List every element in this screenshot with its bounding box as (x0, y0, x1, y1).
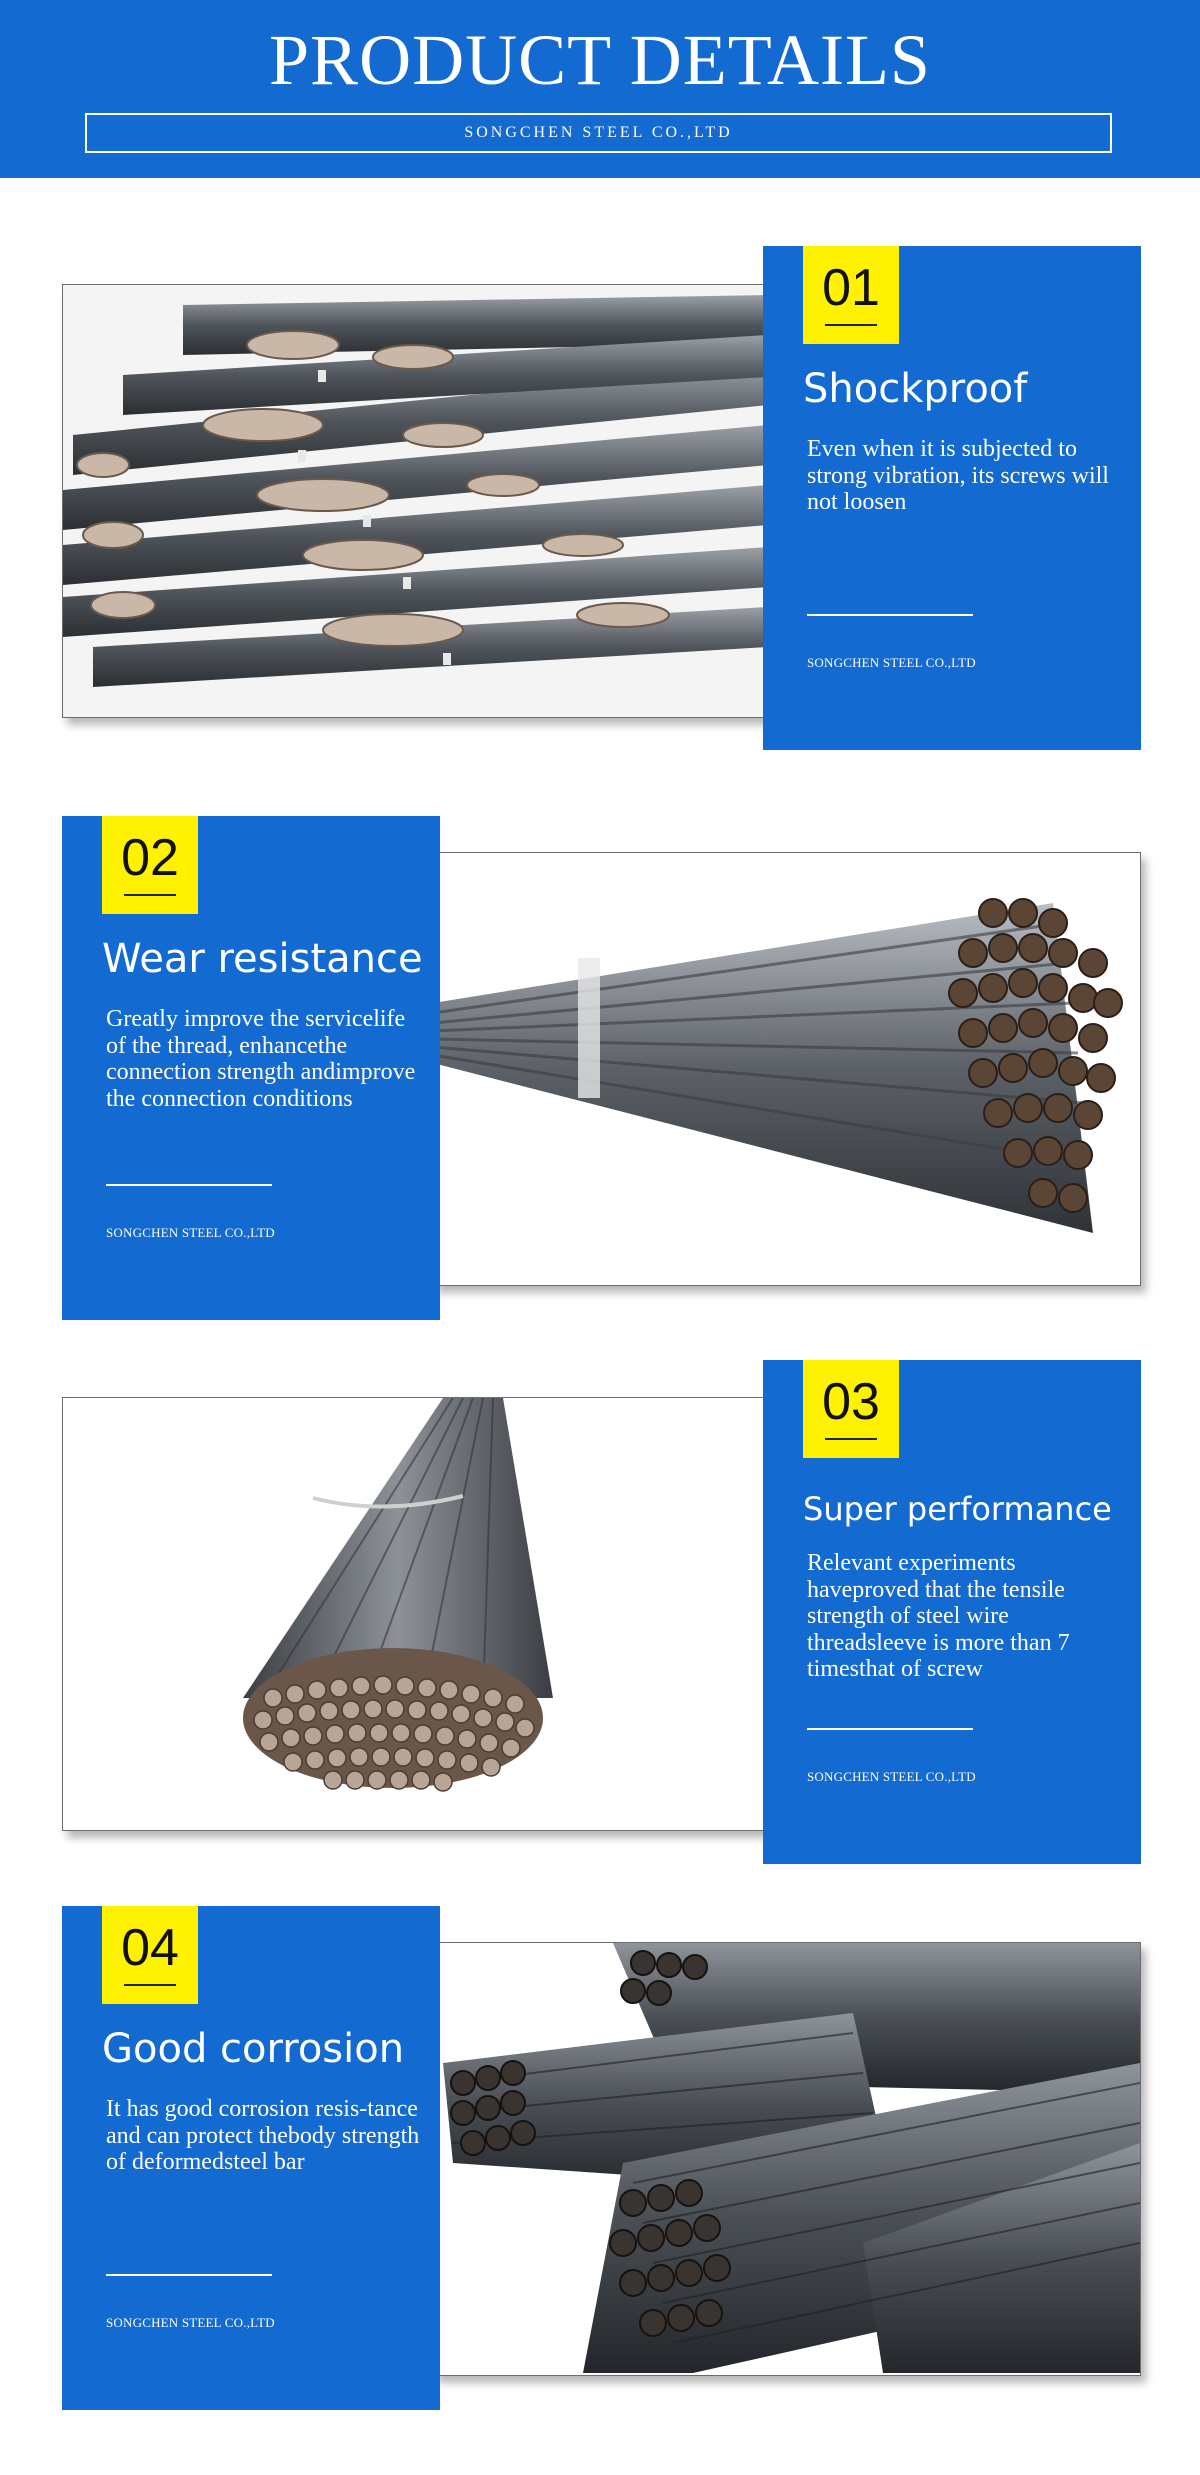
company-name: SONGCHEN STEEL CO.,LTD (807, 1769, 976, 1784)
feature-number: 04 (121, 1919, 179, 1977)
number-underline (124, 1984, 176, 1986)
feature-card-03 (763, 1360, 1141, 1864)
feature-description: Greatly improve the servicelife of the thread, enhancethe connection strength andimprove the connection conditions (106, 1006, 416, 1112)
feature-card-02 (62, 816, 440, 1320)
company-name: SONGCHEN STEEL CO.,LTD (807, 655, 976, 670)
feature-card-01 (763, 246, 1141, 750)
feature-card-04 (62, 1906, 440, 2410)
feature-title: Wear resistance (102, 936, 423, 982)
subtitle-frame (85, 113, 1112, 153)
feature-number: 01 (822, 259, 880, 317)
number-badge (803, 1360, 899, 1458)
divider (807, 614, 973, 616)
rebar-pile-closeup-photo (432, 1942, 1141, 2376)
number-badge (102, 816, 198, 914)
feature-title: Good corrosion (102, 2026, 405, 2072)
feature-description: It has good corrosion resis-tance and can protect thebody strength of deformedsteel bar (106, 2096, 420, 2175)
rebar-bundle-side-photo (432, 852, 1141, 1286)
company-name: SONGCHEN STEEL CO.,LTD (106, 2315, 275, 2330)
feature-description: Even when it is subjected to strong vibration, its screws will not loosen (807, 436, 1109, 515)
header-banner (0, 0, 1200, 178)
number-badge (803, 246, 899, 344)
feature-description: Relevant experiments haveproved that the tensile strength of steel wire threadsleeve is more than 7 timesthat of screw (807, 1550, 1070, 1682)
number-badge (102, 1906, 198, 2004)
company-subtitle: SONGCHEN STEEL CO.,LTD (464, 124, 733, 141)
company-name: SONGCHEN STEEL CO.,LTD (106, 1225, 275, 1240)
feature-title: Shockproof (803, 366, 1028, 412)
stacked-rebar-bundles-photo (62, 284, 769, 718)
number-underline (124, 894, 176, 896)
number-underline (825, 324, 877, 326)
divider (807, 1728, 973, 1730)
page-title: PRODUCT DETAILS (269, 20, 931, 100)
feature-number: 03 (822, 1373, 880, 1431)
feature-title: Super performance (803, 1490, 1112, 1528)
number-underline (825, 1438, 877, 1440)
rebar-bundle-upright-photo (62, 1397, 769, 1831)
divider (106, 1184, 272, 1186)
feature-number: 02 (121, 829, 179, 887)
divider (106, 2274, 272, 2276)
